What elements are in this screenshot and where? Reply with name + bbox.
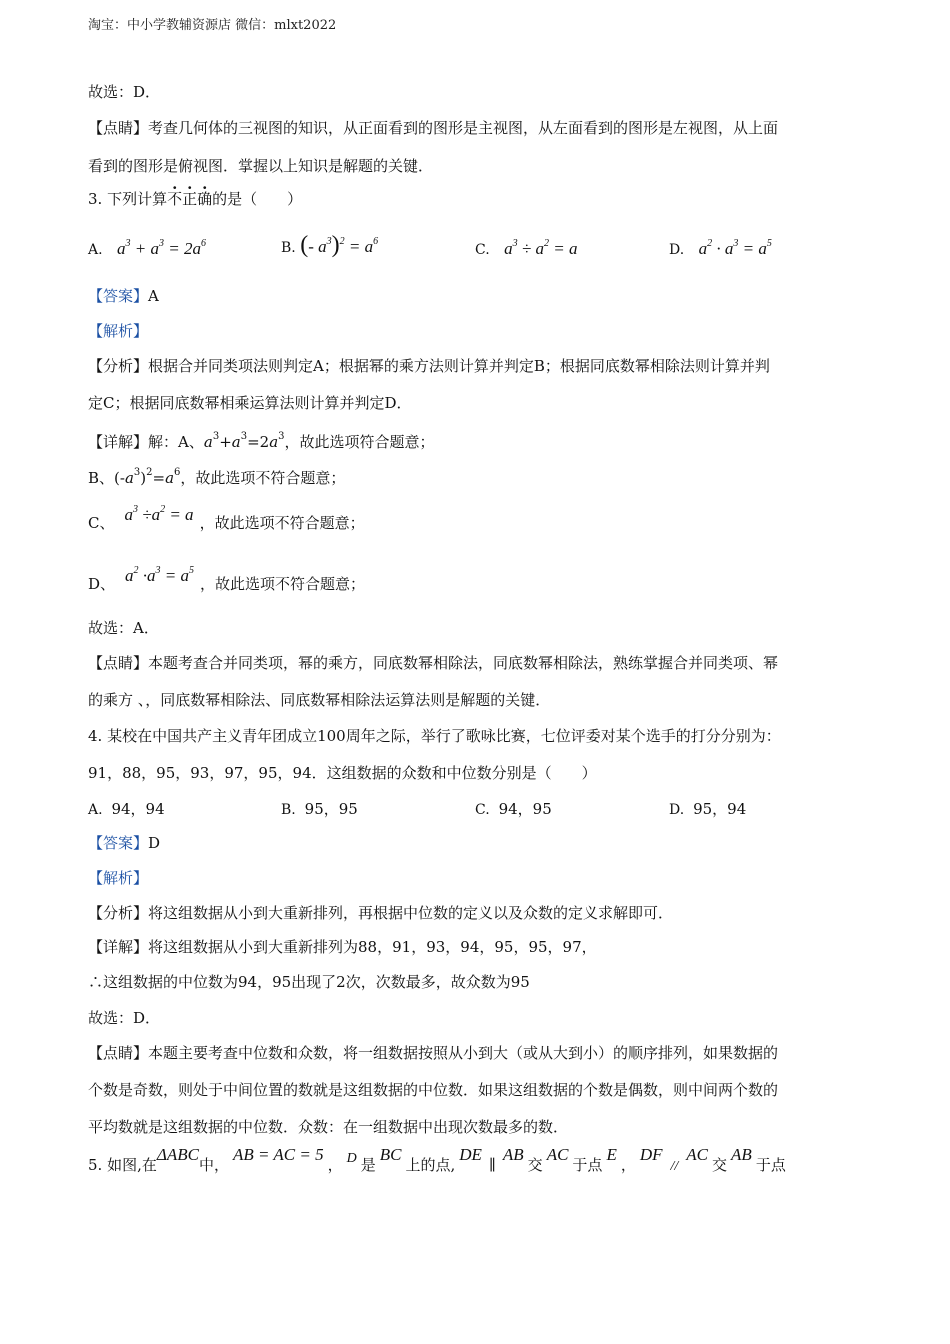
q3-emphasis-char: 不 [167, 190, 183, 208]
xiangjie-text: B、 [88, 469, 115, 487]
xiangjie-text: 将这组数据从小到大重新排列为88，91，93，94，95，95，97， [148, 938, 597, 956]
q4-stem-line-2: 91，88，95，93，97，95，94．这组数据的众数和中位数分别是（ ） [88, 764, 597, 782]
option-text: 95，95 [304, 800, 358, 818]
dianjing-tag: 【点睛】 [88, 1044, 149, 1062]
xiangjie-math: $a^2 \cdot a^3 = a^5$ [125, 565, 195, 585]
q4-dianjing-line-3: 平均数就是这组数据的中位数．众数：在一组数据中出现次数最多的数． [88, 1118, 569, 1136]
option-math: $a^2 \cdot a^3 = a^5$ [698, 238, 772, 258]
xiangjie-math: $a^3 \div a^2 = a$ [124, 504, 194, 524]
q5-math: ∥ [488, 1156, 496, 1174]
q3-emphasis-char: 确 [197, 190, 213, 208]
option-label: A. [88, 802, 103, 818]
option-text: 94，94 [111, 800, 165, 818]
q3-xiangjie-3 [88, 504, 365, 533]
q3-choice: 故选：A． [88, 619, 159, 637]
q3-fenxi-line-2: 定C；根据同底数幂相乘运算法则计算并判定D． [88, 394, 412, 412]
q5-math: AC [686, 1145, 709, 1164]
answer-tag: 【答案】 [88, 834, 149, 852]
q5-text: 中， [198, 1156, 229, 1174]
option-label: D. [669, 802, 685, 818]
dianjing-text: 本题考查合并同类项，幂的乘方，同底数幂相除法，同底数幂相除法，熟练掌握合并同类项、幂 [148, 654, 779, 672]
q5-text: ， [327, 1156, 343, 1174]
q3-answer [88, 286, 159, 306]
option-label: C. [475, 242, 490, 258]
q5-text: 于点 [755, 1156, 786, 1174]
answer-tag: 【答案】 [88, 287, 149, 305]
q4-dianjing-line-1 [88, 1043, 778, 1063]
q5-stem [88, 1145, 786, 1182]
q4-xiangjie-1 [88, 937, 597, 957]
xiangjie-text: D、 [88, 575, 116, 593]
q3-emphasis-char: 正 [182, 190, 198, 208]
option-math: $a^3 \div a^2 = a$ [504, 238, 578, 258]
option-math: (- $a^3)^2 = a^6$ [300, 232, 379, 258]
option-math: $a^3 + a^3 = 2a^6$ [117, 238, 206, 258]
q5-math: ΔABC [156, 1145, 199, 1164]
q4-fenxi [88, 903, 673, 923]
dianjing-text: 本题主要考查中位数和众数，将一组数据按照从小到大（或从大到小）的顺序排列，如果数据的 [148, 1044, 779, 1062]
q3-xiangjie-4 [88, 565, 366, 594]
q5-math: BC [379, 1145, 402, 1164]
q2-dianjing-line-2: 看到的图形是俯视图．掌握以上知识是解题的关键． [88, 157, 434, 175]
q3-option-d [669, 238, 772, 259]
q4-xiangjie-2: ∴这组数据的中位数为94，95出现了2次，次数最多，故众数为95 [88, 973, 530, 991]
q3-option-b [281, 232, 378, 259]
fenxi-text: 根据合并同类项法则判定A；根据幂的乘方法则计算并判定B；根据同底数幂相除法则计算并判 [148, 357, 770, 375]
xiangjie-text: ，故此选项不符合题意； [199, 514, 365, 532]
answer-value: A [148, 287, 159, 305]
dianjing-tag: 【点睛】 [88, 654, 149, 672]
option-label: D. [669, 242, 685, 258]
fenxi-text: 将这组数据从小到大重新排列，再根据中位数的定义以及众数的定义求解即可． [148, 904, 674, 922]
option-label: A. [88, 242, 103, 258]
q3-dianjing-line-1 [88, 653, 778, 673]
q5-text: 上的点, [405, 1156, 456, 1174]
q4-answer [88, 833, 160, 853]
q5-text: 交 [712, 1156, 728, 1174]
option-text: 95，94 [693, 800, 747, 818]
xiangjie-tag: 【详解】 [88, 938, 149, 956]
q3-dianjing-line-2: 的乘方 、，同底数幂相除法、同底数幂相除法运算法则是解题的关键． [88, 691, 551, 709]
q3-option-c [475, 238, 577, 259]
q3-jiexi-tag: 【解析】 [88, 322, 149, 340]
xiangjie-text: ，故此选项不符合题意； [180, 469, 346, 487]
q5-math: DE [459, 1145, 482, 1164]
q4-option-c [475, 798, 552, 819]
q5-text: 于点 [572, 1156, 603, 1174]
q5-math: AB = AC = 5 [232, 1145, 324, 1164]
q5-math: E [606, 1145, 617, 1164]
xiangjie-text: ，故此选项不符合题意； [200, 575, 366, 593]
option-label: B. [281, 240, 296, 256]
option-label: C. [475, 802, 490, 818]
q3-stem-pre: 3. 下列计算 [88, 190, 168, 208]
q5-math: D [346, 1151, 357, 1166]
page-header: 淘宝：中小学教辅资源店 微信：mlxt2022 [88, 18, 337, 33]
q3-stem [88, 189, 302, 209]
xiangjie-tag: 【详解】 [88, 433, 149, 451]
q5-math: AB [731, 1145, 752, 1164]
q3-fenxi-line-1 [88, 356, 770, 376]
q4-choice: 故选：D． [88, 1009, 161, 1027]
q5-math: AB [502, 1145, 524, 1164]
xiangjie-text: 解：A、 [148, 433, 204, 451]
q2-choice: 故选：D． [88, 83, 161, 101]
q5-text: ， [620, 1156, 636, 1174]
q5-text: 是 [360, 1156, 376, 1174]
q4-jiexi-tag: 【解析】 [88, 869, 149, 887]
q5-math: AC [546, 1145, 569, 1164]
xiangjie-text: C、 [88, 514, 115, 532]
q3-xiangjie-1: 【详解】解：A、$a^3+a^3=2a^3$，故此选项符合题意； [88, 431, 435, 451]
q4-option-b [281, 798, 358, 819]
fenxi-tag: 【分析】 [88, 904, 149, 922]
q3-option-a [88, 238, 206, 259]
q5-text: 交 [527, 1156, 543, 1174]
q5-math: // [670, 1159, 679, 1174]
q3-xiangjie-2: B、$(-a^3)^2=a^6$，故此选项不符合题意； [88, 467, 346, 487]
q2-dianjing-line-1 [88, 118, 778, 138]
q4-dianjing-line-2: 个数是奇数，则处于中间位置的数就是这组数据的中位数．如果这组数据的个数是偶数，则中间两个数的 [88, 1081, 779, 1099]
q4-stem-line-1: 4. 某校在中国共产主义青年团成立100周年之际，举行了歌咏比赛，七位评委对某个选手的打分分别为： [88, 727, 781, 745]
answer-value: D [148, 834, 161, 852]
q5-math: DF [639, 1145, 663, 1164]
q4-option-a [88, 798, 165, 819]
option-label: B. [281, 802, 296, 818]
q4-option-d [669, 798, 746, 819]
q3-stem-post: 的是（ ） [212, 190, 303, 208]
option-text: 94，95 [498, 800, 552, 818]
dianjing-text: 考查几何体的三视图的知识，从正面看到的图形是主视图，从左面看到的图形是左视图，从上面 [148, 119, 779, 137]
xiangjie-text: ，故此选项符合题意； [284, 433, 435, 451]
q5-text: 5. 如图,在 [88, 1156, 157, 1174]
dianjing-tag: 【点睛】 [88, 119, 149, 137]
fenxi-tag: 【分析】 [88, 357, 149, 375]
